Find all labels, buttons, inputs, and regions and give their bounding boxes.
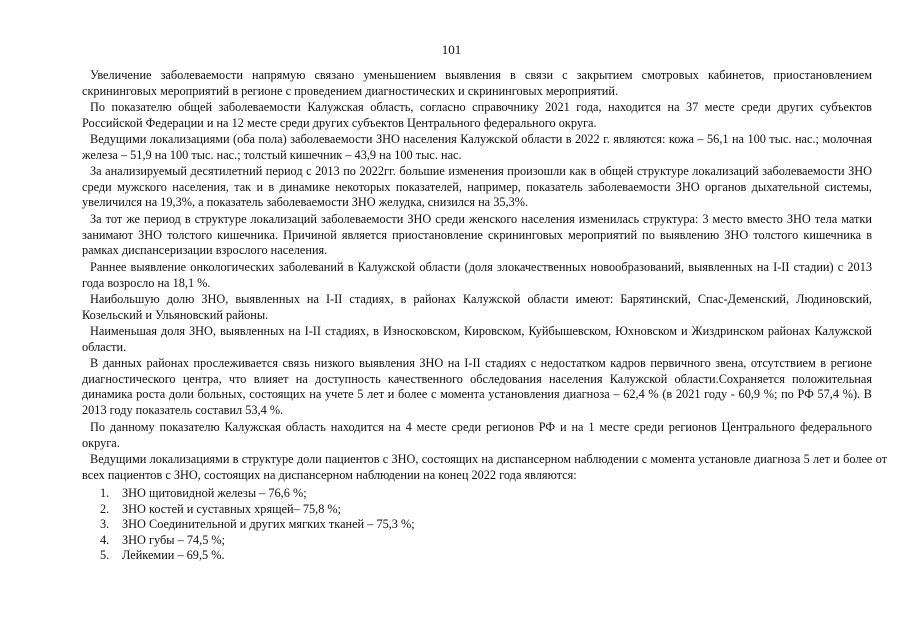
paragraph-4: За анализируемый десятилетний период с 2013 по 2022гг. большие изменения произошли как в общей структуре локализаций заболеваемости ЗНО среди мужского населения, так и в динамике некоторых показателей, например, показатель заболеваемости ЗНО органов дыхательной системы, увеличился на 19,3%, а показатель заболеваемости ЗНО желудка, снизился на 35,3%. [82, 164, 872, 210]
list-item [100, 533, 500, 549]
list-item [100, 548, 500, 564]
list-item-text: ЗНО костей и суставных хрящей– 75,8 %; [122, 501, 342, 516]
paragraph-1: Увеличение заболеваемости напрямую связано уменьшением выявления в связи с закрытием смотровых кабинетов, приостановлением скрининговых мероприятий в регионе с проведением диагностических и скрининговых мероприятий. [82, 68, 872, 98]
list-item-text: ЗНО губы – 74,5 %; [122, 532, 226, 547]
list-item [100, 502, 500, 518]
paragraph-11: Ведущими локализациями в структуре доли пациентов с ЗНО, состоящих на диспансерном наблюдении с момента установле диагноза 5 лет и более от всех пациентов с ЗНО, состоящих на диспансерном наблюдении на конец 2022 года являются: [82, 452, 887, 482]
list-item [100, 517, 500, 533]
list-item-text: ЗНО Соединительной и других мягких тканей – 75,3 %; [122, 517, 415, 532]
list-item-number: 3. [100, 517, 110, 532]
list-item-text: Лейкемии – 69,5 %. [122, 548, 225, 563]
paragraph-8: Наименьшая доля ЗНО, выявленных на I-II стадиях, в Износковском, Кировском, Куйбышевском, Юхновском и Жиздринском районах Калужской области. [82, 324, 872, 354]
list-item [100, 486, 500, 502]
paragraph-9: В данных районах прослеживается связь низкого выявления ЗНО на I-II стадиях с недостатком кадров первичного звена, отсутствием в регионе диагностического центра, что влияет на доступность качественного обследования населения Калужской области.Сохраняется положительная динамика роста доли больных, состоящих на учете 5 лет и более с момента установления диагноза – 62,4 % (в 2021 году - 60,9 %; по РФ 57,4 %). В 2013 году показатель составил 53,4 %. [82, 356, 872, 417]
list-item-number: 5. [100, 548, 110, 563]
paragraph-7: Наибольшую долю ЗНО, выявленных на I-II стадиях, в районах Калужской области имеют: Барятинский, Спас-Деменский, Людиновский, Козельский и Ульяновский районы. [82, 292, 872, 322]
paragraph-3: Ведущими локализациями (оба пола) заболеваемости ЗНО населения Калужской области в 2022 г. являются: кожа – 56,1 на 100 тыс. нас.; молочная железа – 51,9 на 100 тыс. нас.; толстый кишечник – 43,9 на 100 тыс. нас. [82, 132, 872, 162]
paragraph-6: Раннее выявление онкологических заболеваний в Калужской области (доля злокачественных новообразований, выявленных на I-II стадии) с 2013 года возросло на 18,1 %. [82, 260, 872, 290]
page-number: 101 [441, 42, 462, 57]
paragraph-5: За тот же период в структуре локализаций заболеваемости ЗНО среди женского населения изменилась структура: 3 место вместо ЗНО тела матки занимают ЗНО толстого кишечника. Причиной является приостановление скрининговых мероприятий по выявлению ЗНО толстого кишечника в рамках диспансеризации взрослого населения. [82, 212, 872, 258]
paragraph-2: По показателю общей заболеваемости Калужская область, согласно справочнику 2021 года, находится на 37 месте среди других субъектов Российской Федерации и на 12 месте среди других субъектов Центрального федерального округа. [82, 100, 872, 130]
list-item-number: 1. [100, 486, 110, 500]
localization-list [100, 486, 500, 564]
list-item-text: ЗНО щитовидной железы – 76,6 %; [122, 486, 307, 500]
list-item-number: 2. [100, 501, 110, 516]
list-item-number: 4. [100, 532, 110, 547]
paragraph-10: По данному показателю Калужская область находится на 4 месте среди регионов РФ и на 1 месте среди регионов Центрального федерального округа. [82, 420, 872, 450]
